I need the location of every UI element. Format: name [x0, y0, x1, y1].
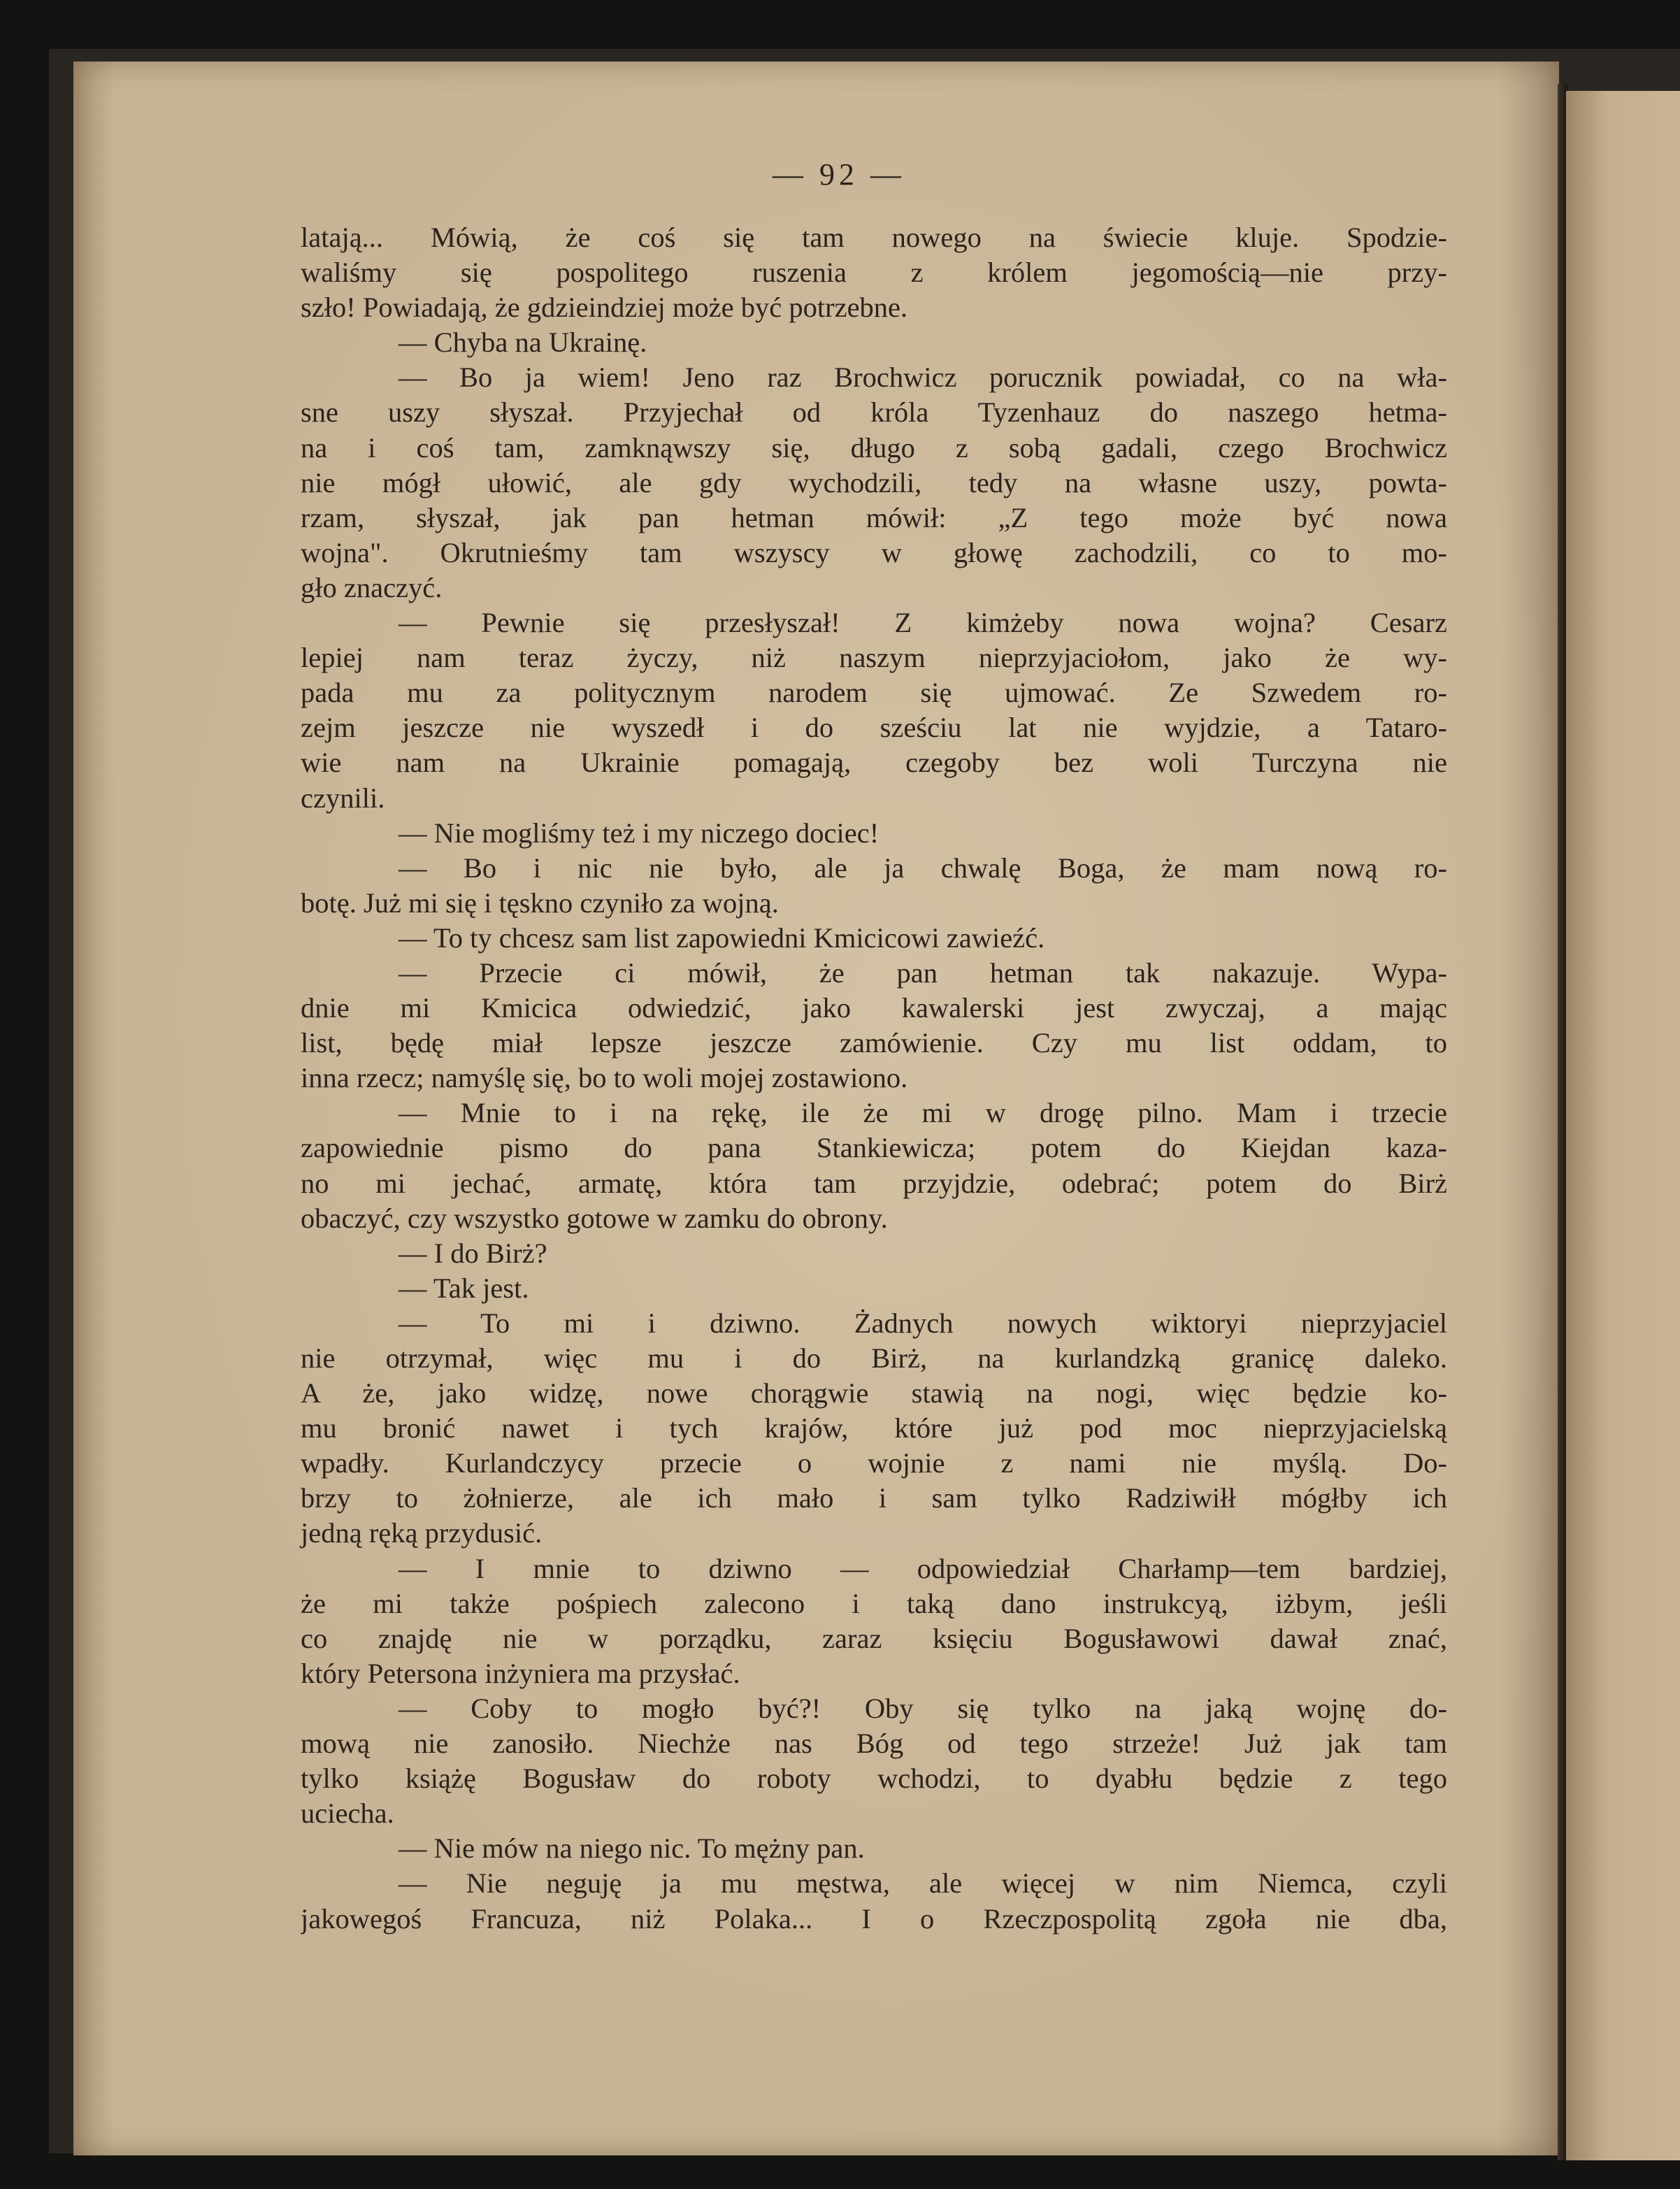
text-line: tylko książę Bogusław do roboty wchodzi, to dyabłu będzie z tego [301, 1763, 1447, 1795]
text-lines [301, 220, 1447, 1937]
text-line: uciecha. [301, 1797, 394, 1830]
text-line: — To mi i dziwno. Żadnych nowych wiktoryi nieprzyjaciel [399, 1307, 1447, 1339]
text-line: — Coby to mogło być?! Oby się tylko na jaką wojnę do- [399, 1692, 1447, 1724]
text-line: co znajdę nie w porządku, zaraz księciu Bogusławowi dawał znać, [301, 1622, 1447, 1654]
text-line: obaczyć, czy wszystko gotowe w zamku do obrony. [301, 1202, 888, 1234]
text-line: że mi także pośpiech zalecono i taką dano instrukcyą, iżbym, jeśli [301, 1587, 1447, 1619]
text-line: — To ty chcesz sam list zapowiedni Kmicicowi zawieźć. [399, 921, 1045, 954]
text-line: — Pewnie się przesłyszał! Z kimżeby nowa wojna? Cesarz [399, 607, 1447, 639]
text-line: nie otrzymał, więc mu i do Birż, na kurlandzką granicę daleko. [301, 1342, 1447, 1374]
text-line: latają... Mówią, że coś się tam nowego na świecie kluje. Spodzie- [301, 222, 1447, 253]
text-line: wojna". Okrutnieśmy tam wszyscy w głowę zachodzili, co to mo- [301, 536, 1447, 568]
text-line: — Tak jest. [399, 1272, 529, 1304]
text-line: rzam, słyszał, jak pan hetman mówił: „Z tego może być nowa [301, 501, 1447, 533]
text-line: — Bo i nic nie było, ale ja chwalę Boga, że mam nową ro- [399, 852, 1447, 884]
text-line: A że, jako widzę, nowe chorągwie stawią na nogi, więc będzie ko- [301, 1377, 1447, 1409]
text-line: — Nie mów na niego nic. To mężny pan. [399, 1832, 865, 1865]
page-text [301, 157, 1447, 1937]
text-line: dnie mi Kmicica odwiedzić, jako kawalerski jest zwyczaj, a mając [301, 992, 1447, 1024]
text-line: szło! Powiadają, że gdzieindziej może być potrzebne. [301, 292, 908, 324]
text-line: inna rzecz; namyślę się, bo to woli mojej zostawiono. [301, 1062, 908, 1094]
text-line: mową nie zanosiło. Niechże nas Bóg od tego strzeże! Już jak tam [301, 1728, 1447, 1760]
text-line: waliśmy się pospolitego ruszenia z królem jegomością—nie przy- [301, 257, 1447, 289]
text-line: lepiej nam teraz życzy, niż naszym nieprzyjaciołom, jako że wy- [301, 642, 1447, 674]
text-line: — I mnie to dziwno — odpowiedział Charłamp—tem bardziej, [399, 1552, 1447, 1584]
text-line: zejm jeszcze nie wyszedł i do sześciu lat nie wyjdzie, a Tataro- [301, 712, 1447, 744]
text-line: wie nam na Ukrainie pomagają, czegoby bez woli Turczyna nie [301, 747, 1447, 779]
text-line: botę. Już mi się i tęskno czyniło za wojną. [301, 887, 779, 919]
text-line: jakowegoś Francuza, niż Polaka... I o Rzeczpospolitą zgoła nie dba, [301, 1902, 1447, 1935]
text-line: czynili. [301, 782, 385, 814]
text-line: — I do Birż? [399, 1237, 547, 1269]
text-line: jedną ręką przydusić. [301, 1517, 543, 1549]
page-number: — 92 — [773, 157, 905, 192]
text-line: — Chyba na Ukrainę. [399, 326, 647, 359]
text-line: no mi jechać, armatę, która tam przyjdzie, odebrać; potem do Birż [301, 1167, 1447, 1199]
text-line: sne uszy słyszał. Przyjechał od króla Tyzenhauz do naszego hetma- [301, 396, 1447, 429]
text-line: list, będę miał lepsze jeszcze zamówienie. Czy mu list oddam, to [301, 1027, 1447, 1059]
text-line: — Nie neguję ja mu męstwa, ale więcej w nim Niemca, czyli [399, 1867, 1447, 1900]
text-line: gło znaczyć. [301, 571, 443, 603]
next-page-edge [1566, 91, 1680, 2160]
text-line: brzy to żołnierze, ale ich mało i sam tylko Radziwiłł mógłby ich [301, 1482, 1447, 1514]
text-line: na i coś tam, zamknąwszy się, długo z sobą gadali, czego Brochwicz [301, 431, 1447, 464]
text-line: pada mu za politycznym narodem się ujmować. Ze Szwedem ro- [301, 677, 1447, 709]
text-line: nie mógł ułowić, ale gdy wychodzili, tedy na własne uszy, powta- [301, 466, 1447, 498]
text-line: — Nie mogliśmy też i my niczego dociec! [399, 817, 880, 849]
text-line: — Bo ja wiem! Jeno raz Brochwicz porucznik powiadał, co na wła- [399, 361, 1447, 394]
text-line: zapowiednie pismo do pana Stankiewicza; potem do Kiejdan kaza- [301, 1132, 1447, 1164]
text-line: — Przecie ci mówił, że pan hetman tak nakazuje. Wypa- [399, 956, 1447, 989]
text-line: który Petersona inżyniera ma przysłać. [301, 1657, 740, 1689]
text-line: — Mnie to i na rękę, ile że mi w drogę pilno. Mam i trzecie [399, 1097, 1447, 1129]
text-line: wpadły. Kurlandczycy przecie o wojnie z nami nie myślą. Do- [301, 1447, 1447, 1479]
text-line: mu bronić nawet i tych krajów, które już pod moc nieprzyjacielską [301, 1412, 1447, 1444]
